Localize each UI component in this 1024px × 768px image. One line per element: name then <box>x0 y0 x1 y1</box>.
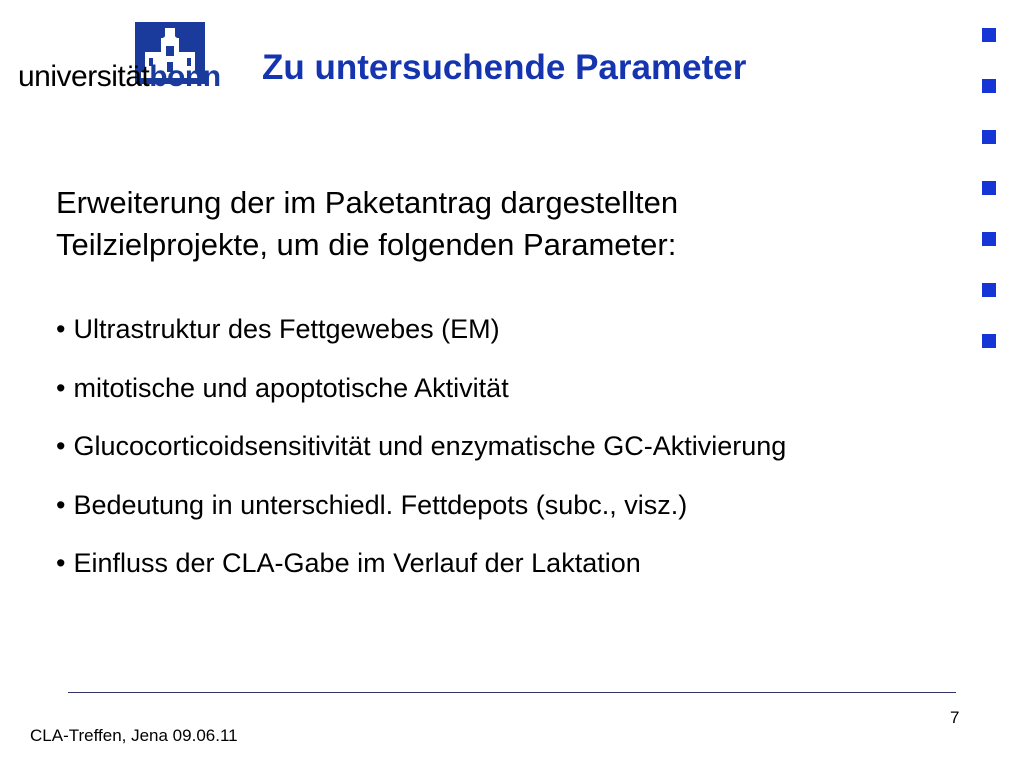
bullet-icon: • <box>56 372 66 403</box>
square-icon <box>982 232 996 246</box>
logo-text-regular: universität <box>18 60 150 93</box>
bullet-icon: • <box>56 431 66 461</box>
square-icon <box>982 79 996 93</box>
list-item <box>56 373 786 403</box>
parameter-list <box>56 314 786 607</box>
square-icon <box>982 28 996 42</box>
list-item-text: Einfluss der CLA-Gabe im Verlauf der Laktation <box>73 548 641 578</box>
list-item <box>56 431 786 461</box>
intro-line-2: Teilzielprojekte, um die folgenden Parameter: <box>56 227 677 262</box>
footer-divider <box>68 692 956 693</box>
bullet-icon: • <box>56 314 66 344</box>
square-icon <box>982 283 996 297</box>
slide-title: Zu untersuchende Parameter <box>262 48 747 87</box>
logo-wordmark <box>18 62 221 92</box>
bullet-icon: • <box>56 489 66 520</box>
list-item-text: Glucocorticoidsensitivität und enzymatische GC-Aktivierung <box>73 431 787 461</box>
list-item-text: mitotische und apoptotische Aktivität <box>73 372 509 403</box>
list-item <box>56 548 786 578</box>
page-number: 7 <box>950 708 960 727</box>
intro-line-1: Erweiterung der im Paketantrag dargestellten <box>56 185 679 220</box>
intro-text <box>56 182 678 266</box>
list-item <box>56 490 786 520</box>
square-icon <box>982 130 996 144</box>
bullet-icon: • <box>56 548 66 578</box>
university-logo <box>18 22 221 93</box>
square-icon <box>982 181 996 195</box>
list-item-text: Bedeutung in unterschiedl. Fettdepots (subc., visz.) <box>73 489 688 520</box>
list-item-text: Ultrastruktur des Fettgewebes (EM) <box>73 314 500 344</box>
footer-text: CLA-Treffen, Jena 09.06.11 <box>30 726 238 745</box>
square-icon <box>982 334 996 348</box>
decorative-squares <box>982 28 998 385</box>
list-item <box>56 314 786 344</box>
logo-text-bold: bonn <box>149 60 221 93</box>
